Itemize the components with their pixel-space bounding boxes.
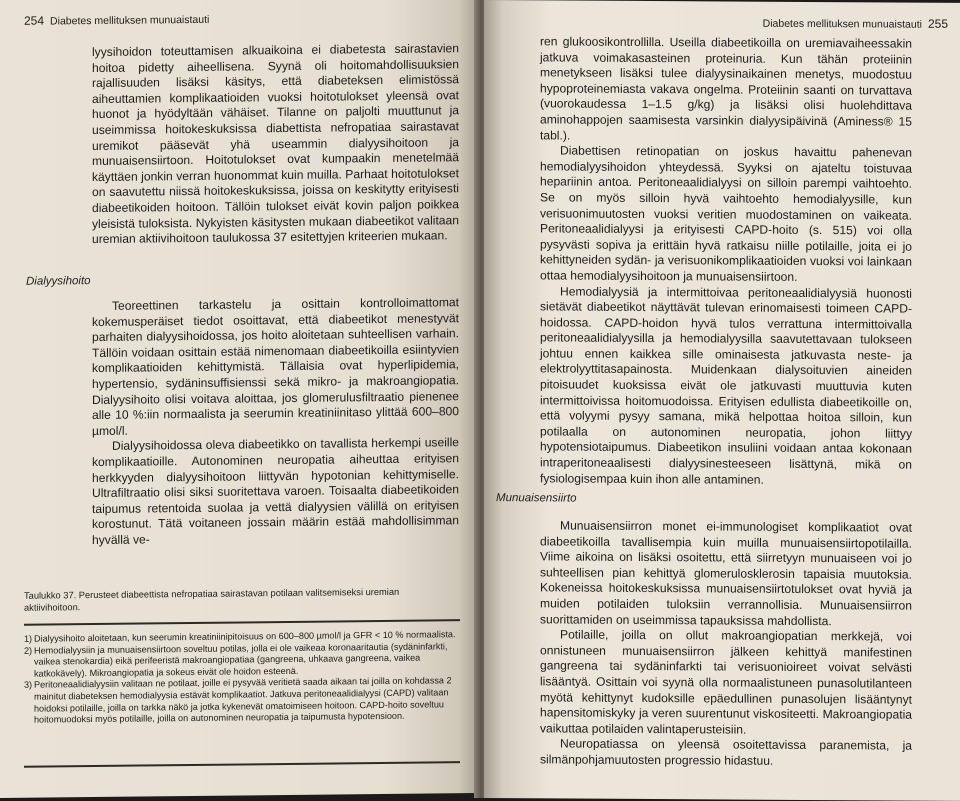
paragraph: Hemodialyysiä ja intermittoivaa peritoneaalidialyysiä huonosti sietävät diabeetikot näyttävät tulevan erinomaisesti toimeen CAPD-hoidossa. CAPD-hoidon hyvä tulos verrattuna intermittoivalla peritoneaalidialyysilla ja hemodialyysilla saavutettavaan tulokseen johtuu ennen kaikkea sille ominaisesta jatkuvasta neste- ja elektrolyyttitasapainosta. Muidenkaan dialysoituvien aineiden pitoisuudet kuoksissa eivät ole jatkuvasti muuttuvia kuten intermittoivissa hoitomuodoissa. Erityisen edullista diabeetikoille on, että volyymi pysyy samana, mikä helpottaa hoitoa silloin, kun potilaalla on autonominen neuropatia, johon liittyy hypotensiotaipumus. Diabeetikon insuliini voidaan antaa kokonaan intraperitoneaalisesti dialyysinesteeseen lisättynä, mikä on fysiologisempaa kuin ihon alle antaminen. [540,283,912,487]
paragraph: Diabettisen retinopatian on joskus havaittu pahenevan hemodialyysihoidon yhteydessä. Syyksi on ajateltu toistuvaa hepariinin antoa. Peritoneaalidialyysi on silloin parempi vaihtoehto. Se on myös silloin hyvä vaihtoehto hemodialyysille, kun verisuonimuutosten vuoksi veritien muodostaminen on vaikeata. Peritoneaalidialyysi ja erityisesti CAPD-hoito (s. 515) voi olla pysyvästi sopiva ja erittäin hyvä ratkaisu niille potilaille, joita ei jo kehittyneiden sydän- ja verisuonikomplikaatioiden vuoksi voi lainkaan ottaa hemodialyysihoitoon ja munuaisensiirtoon. [540,143,912,284]
section-heading-dialysis: Dialyysihoito [26,275,91,288]
table-note: 1) Dialyysihoito aloitetaan, kun seerumin kreatiniinipitoisuus on 600–800 µmol/l ja GFR < 10 % normaalista. [24,629,456,644]
paragraph: lyysihoidon toteuttamisen alkuaikoina ei diabetesta sairastavien hoitoa pidetty aiheellisena. Syynä oli hoitomahdollisuuksien rajallisuuden lisäksi käsitys, että diabeteksen elimistössä aiheuttamien komplikaatioiden vuoksi hoitotulokset yleensä ovat huonot ja hyödyltään vähäiset. Tilanne on paljolti muuttunut ja useimmissa hoitokeskuksissa diabettista nefropatiaa sairastavat uremikot pääsevät yhä useammin dialyysihoitoon ja munuaisensiirtoon. Hoitotulokset ovat kumpaakin menetelmää käyttäen jonkin verran huonommat kuin muilla. Parhaat hoitotulokset on saavutettu niissä hoitokeskuksissa, joissa on keskitytty erityisesti diabeetikoiden hoitoon. Tällöin tulokset eivät kovin paljon poikkea yleisistä tuloksista. Nykyisten käsitysten mukaan diabeetikot valitaan uremian aktiivihoitoon taulukossa 37 esitettyjen kriteerien mukaan. [92,41,459,247]
table-note: 3) Peritoneaalidialyysiin valitaan ne potilaat, joille ei pysyvää veritietä saada aikaan tai joilla on kohdassa 2 mainitut diabeteksen hemodialyysia estävät komplikaatiot. Jatkuva peritoneaalidialyysi (CAPD) valitaan hoidoksi potilaille, joilla on tarkka näkö ja jotka kykenevät omatoimiseen hoitoon. CAPD-hoito soveltuu hoitomuodoksi myös potilaille, joilla on autonominen neuropatia ja taipumusta hypotensioon. [24,675,452,725]
left-page [0,0,478,798]
paragraph: Neuropatiassa on yleensä osoitettavissa paranemista, ja silmänpohjamuutosten progressio hidastuu. [540,736,912,768]
right-page-header [763,16,954,31]
running-title: Diabetes mellituksen munuaistauti [762,17,922,31]
table-rule-top [24,619,460,625]
intro-text [540,34,912,488]
left-page-header [24,12,209,28]
paragraph: Teoreettinen tarkastelu ja osittain kontrolloimattomat kokemusperäiset tiedot osoittavat, että diabeetikot menestyvät parhaiten dialyysihoidossa, jos hoito aloitetaan suhteellisen varhain. Tällöin voidaan osittain estää nimenomaan diabeetikoilla esiintyvien komplikaatioiden kehittymistä. Tällaisia ovat hyperlipidemia, hypertensio, sydäninsuffisienssi sekä mikro- ja makroangiopatia. Dialyysihoito olisi voitava aloittaa, jos glomerulusfiltraatio pienenee alle 10 %:iin normaalista ja seerumin kreatiniinitaso ylittää 600–800 µmol/l. [92,295,459,438]
table-notes [24,629,460,726]
transplant-text [540,518,912,770]
running-title: Diabetes mellituksen munuaistauti [50,13,210,28]
paragraph: Potilaille, joilla on ollut makroangiopatian merkkejä, voi onnistuneen munuaisensiirron jälkeen kehittyä manifestinen gangreena tai sydäninfarkti tai verisuonioireet voivat selvästi lisääntyä. Osittain voi syynä olla normaalistuneen punasolutilanteen myötä kehittynyt kudoksille epäedullinen punasolujen lisääntynyt hapensitomiskyky ja veren suurentunut viskositeetti. Makroangiopatia vaikuttaa potilaiden valintaperusteisiin. [540,627,912,737]
right-page [484,0,960,801]
dialysis-text [92,295,459,548]
table-rule-bottom [24,761,460,767]
page-number: 254 [24,13,45,28]
table-caption: Taulukko 37. Perusteet diabeettista nefropatiaa sairastavan potilaan valitsemiseksi uremian aktiivihoitoon. [24,586,400,613]
paragraph: ren glukoosikontrollilla. Useilla diabeetikoilla on uremiavaiheessakin jatkuva voimakasasteinen proteinuria. Kun tähän proteiinin menetykseen lisäksi tulee dialyysinaikainen menetys, muodostuu hypoproteinemiasta vakava ongelma. Proteiinin saanti on turvattava (vuorokaudessa 1–1.5 g/kg) ja lisäksi olisi huolehdittava aminohappojen saamisesta varsinkin dialyysipäivinä (Aminess® 15 tabl.). [540,34,912,143]
table-note: 2) Hemodialyysiin ja munuaisensiirtoon soveltuu potilas, jolla ei ole vaikeaa koronaaritautia (sydäninfarkti, vaikea stenokardia) eikä perifeeristä makroangiopatiaa (gangreena, uhkaava gangreena, vaikea katkokävely). Mikroangiopatia ja sokeus eivät ole hoidon esteenä. [24,640,448,679]
intro-text [92,41,459,248]
section-heading-transplant: Munuaisensiirto [496,492,577,505]
paragraph: Dialyysihoidossa oleva diabeetikko on tavallista herkempi useille komplikaatioille. Autonominen neuropatia aiheuttaa erityisen herkkyyden dialyysihoitoon liittyvän hypotonian kehittymiselle. Ultrafiltraatio olisi siksi suoritettava varoen. Toisaalta diabeetikoiden taipumus retentoida suolaa ja vettä dialyysien välillä on erityisen korostunut. Tätä voitaneen jossain määrin estää mahdollisimman hyvällä ve- [92,435,459,547]
paragraph: Munuaisensiirron monet ei-immunologiset komplikaatiot ovat diabeetikoilla tavallisempia kuin muilla munuaisensiirtopotilailla. Viime aikoina on lisäksi osoitettu, että siirretyyn munuaiseen voi jo suhteellisen pian kehittyä glomerulosklerosin tapaisia muutoksia. Kokeneissa hoitokeskuksissa munuaisensiirtotulokset ovat hyviä ja muiden potilaiden tuloksiin verrannollisia. Munuaisensiirron suorittamiden on useimmissa tapauksissa mahdollista. [540,518,912,628]
page-number: 255 [927,16,948,31]
